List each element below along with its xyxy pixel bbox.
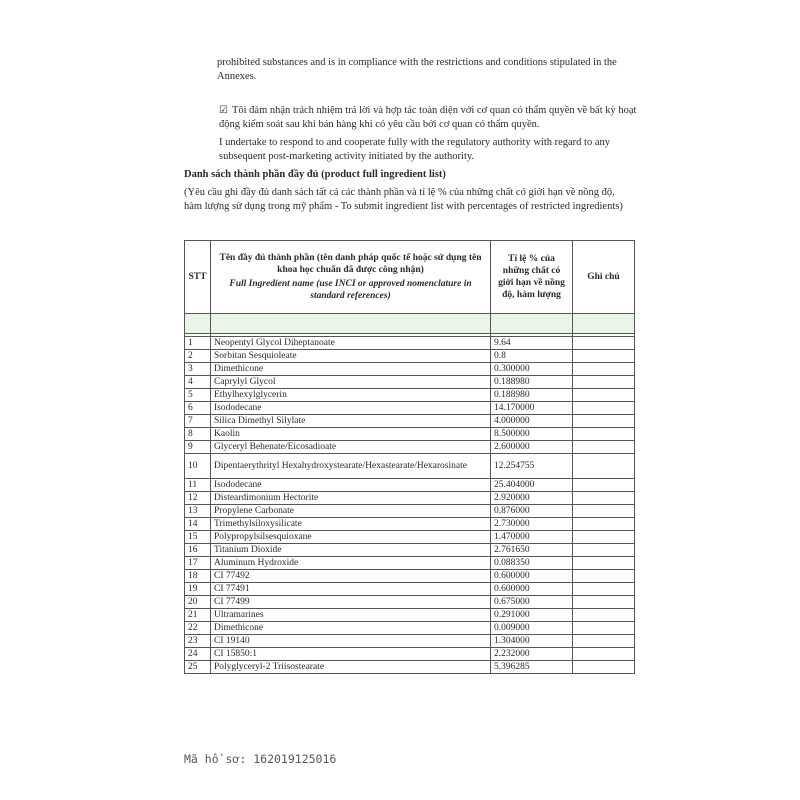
percent-cell: 2.920000 [491,492,573,505]
ingredient-name-cell: CI 77492 [211,570,491,583]
ingredient-name-cell: CI 19140 [211,635,491,648]
percent-cell: 5.396285 [491,661,573,674]
percent-cell: 8.500000 [491,428,573,441]
note-cell [573,428,635,441]
header-stt: STT [185,241,211,314]
stt-cell: 23 [185,635,211,648]
table-row [185,648,635,661]
ingredient-list-title: Danh sách thành phần đầy đủ (product full ingredient list) [184,169,446,180]
table-row [185,544,635,557]
percent-cell: 0.188980 [491,389,573,402]
ingredient-name-cell: Isododecane [211,402,491,415]
table-row [185,518,635,531]
stt-cell: 4 [185,376,211,389]
percent-cell: 0.876000 [491,505,573,518]
ingredient-name-cell: Dimethicone [211,622,491,635]
percent-cell: 0.188980 [491,376,573,389]
stt-cell: 14 [185,518,211,531]
header-name-en: Full Ingredient name (use INCI or approved nomenclature in standard references) [229,279,472,301]
percent-cell: 25.404000 [491,479,573,492]
note-cell [573,583,635,596]
percent-cell: 2.232000 [491,648,573,661]
stt-cell: 6 [185,402,211,415]
table-row [185,596,635,609]
undertaking-paragraph-en: I undertake to respond to and cooperate fully with the regulatory authority with regard to any subsequent post-marketing activity initiated by the authority. [219,137,611,162]
ingredient-name-cell: Disteardimonium Hectorite [211,492,491,505]
ingredient-list-note: (Yêu cầu ghi đầy đủ danh sách tất cả các thành phần và tỉ lệ % của những chất có giới hạn về nồng độ, hàm lượng sử dụng trong mỹ phẩm - To submit ingredient list with percentages of restricted ingredients) [184,187,623,212]
stt-cell: 16 [185,544,211,557]
undertaking-paragraph-vi [219,104,639,132]
note-cell [573,518,635,531]
note-cell [573,635,635,648]
percent-cell: 0.600000 [491,583,573,596]
stt-cell: 17 [185,557,211,570]
percent-cell: 0.088350 [491,557,573,570]
table-row [185,622,635,635]
note-cell [573,402,635,415]
stt-cell: 15 [185,531,211,544]
table-body [185,314,635,674]
percent-cell: 9.64 [491,337,573,350]
compliance-paragraph: prohibited substances and is in compliance with the restrictions and conditions stipulated in the Annexes. [217,57,617,82]
stt-cell: 19 [185,583,211,596]
note-cell [573,544,635,557]
stt-cell: 2 [185,350,211,363]
table-row [185,661,635,674]
percent-cell: 4.000000 [491,415,573,428]
note-cell [573,415,635,428]
note-cell [573,622,635,635]
ingredient-name-cell: Ethylhexylglycerin [211,389,491,402]
table-row [185,337,635,350]
dossier-number: Mã hồ sơ: 162019125016 [184,752,337,766]
table-row [185,479,635,492]
note-cell [573,505,635,518]
percent-cell: 0.8 [491,350,573,363]
note-cell [573,376,635,389]
ingredient-name-cell: Caprylyl Glycol [211,376,491,389]
table-row [185,505,635,518]
note-cell [573,648,635,661]
percent-cell: 0.009000 [491,622,573,635]
stt-cell: 21 [185,609,211,622]
ingredient-table [184,240,635,674]
table-row [185,609,635,622]
stt-cell: 3 [185,363,211,376]
stt-cell: 1 [185,337,211,350]
ingredient-name-cell: Dipentaerythrityl Hexahydroxystearate/Hexastearate/Hexarosinate [211,454,491,479]
percent-cell: 0.291000 [491,609,573,622]
stt-cell: 12 [185,492,211,505]
percent-cell: 12.254755 [491,454,573,479]
ingredient-name-cell: Titanium Dioxide [211,544,491,557]
stt-cell: 9 [185,441,211,454]
table-row [185,389,635,402]
stt-cell: 13 [185,505,211,518]
table-row [185,415,635,428]
ingredient-name-cell: CI 15850:1 [211,648,491,661]
note-cell [573,492,635,505]
stt-cell: 18 [185,570,211,583]
note-cell [573,454,635,479]
table-row [185,441,635,454]
ingredient-name-cell: Propylene Carbonate [211,505,491,518]
note-cell [573,479,635,492]
header-name-vi: Tên đầy đủ thành phần (tên danh pháp quốc tế hoặc sử dụng tên khoa học chuẩn đã được công nhận) [219,253,482,275]
ingredient-name-cell: Aluminum Hydroxide [211,557,491,570]
ingredient-name-cell: Polypropylsilsesquioxane [211,531,491,544]
note-cell [573,661,635,674]
note-cell [573,350,635,363]
ingredient-name-cell: Ultramarines [211,609,491,622]
stt-cell: 25 [185,661,211,674]
percent-cell: 2.600000 [491,441,573,454]
ingredient-name-cell: Neopentyl Glycol Diheptanoate [211,337,491,350]
table-row [185,454,635,479]
stt-cell: 11 [185,479,211,492]
ingredient-name-cell: Glyceryl Behenate/Eicosadioate [211,441,491,454]
table-row [185,350,635,363]
note-cell [573,557,635,570]
stt-cell: 24 [185,648,211,661]
table-row [185,557,635,570]
note-cell [573,609,635,622]
table-row [185,531,635,544]
note-cell [573,389,635,402]
ingredient-name-cell: Kaolin [211,428,491,441]
percent-cell: 1.470000 [491,531,573,544]
percent-cell: 0.300000 [491,363,573,376]
ingredient-name-cell: Polyglyceryl-2 Triisostearate [211,661,491,674]
stt-cell: 10 [185,454,211,479]
stt-cell: 8 [185,428,211,441]
stt-cell: 22 [185,622,211,635]
table-row [185,428,635,441]
highlight-row [185,314,635,334]
ingredient-name-cell: CI 77491 [211,583,491,596]
checked-checkbox-icon: ☑ [219,105,228,116]
header-ingredient-name [211,241,491,314]
percent-cell: 14.170000 [491,402,573,415]
table-row [185,635,635,648]
undertaking-text-vi: Tôi đảm nhận trách nhiệm trả lời và hợp tác toàn diện với cơ quan có thẩm quyền về bất kỳ hoạt động kiểm soát sau khi bán hàng khi có yêu cầu bởi cơ quan có thẩm quyền. [219,105,637,130]
table-row [185,492,635,505]
header-percent: Tỉ lệ % của những chất có giới hạn về nồng độ, hàm lượng [491,241,573,314]
percent-cell: 0.600000 [491,570,573,583]
stt-cell: 5 [185,389,211,402]
note-cell [573,441,635,454]
ingredient-name-cell: Isododecane [211,479,491,492]
ingredient-name-cell: CI 77499 [211,596,491,609]
stt-cell: 20 [185,596,211,609]
table-row [185,363,635,376]
percent-cell: 1.304000 [491,635,573,648]
table-row [185,376,635,389]
note-cell [573,570,635,583]
percent-cell: 0.675000 [491,596,573,609]
stt-cell: 7 [185,415,211,428]
percent-cell: 2.730000 [491,518,573,531]
ingredient-name-cell: Silica Dimethyl Silylate [211,415,491,428]
ingredient-name-cell: Sorbitan Sesquioleate [211,350,491,363]
note-cell [573,531,635,544]
table-row [185,570,635,583]
table-header-row [185,241,635,314]
header-note: Ghi chú [573,241,635,314]
ingredient-name-cell: Dimethicone [211,363,491,376]
note-cell [573,337,635,350]
ingredient-name-cell: Trimethylsiloxysilicate [211,518,491,531]
note-cell [573,596,635,609]
table-row [185,583,635,596]
note-cell [573,363,635,376]
table-row [185,402,635,415]
percent-cell: 2.761650 [491,544,573,557]
